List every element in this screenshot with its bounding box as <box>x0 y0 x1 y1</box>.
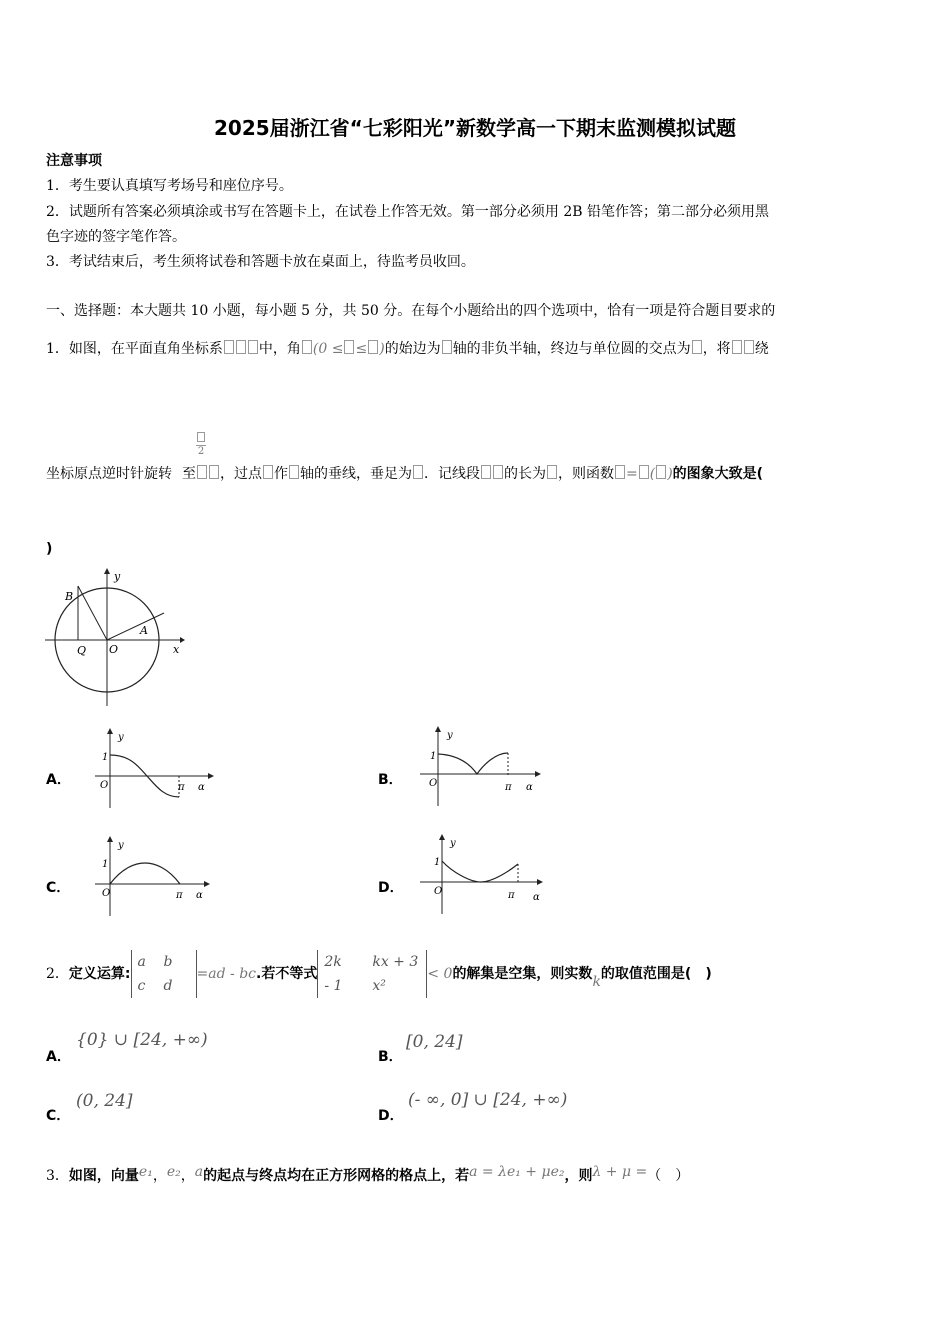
q2-option-a-label[interactable]: A． <box>46 1049 71 1065</box>
graph-label-pi: π <box>508 890 515 901</box>
graph-label-alpha: α <box>196 890 203 901</box>
math-placeholder <box>236 340 246 354</box>
math-placeholder <box>547 465 557 479</box>
graph-label-o: O <box>429 778 438 789</box>
determinant-abcd <box>131 950 197 998</box>
math-placeholder <box>615 465 625 479</box>
rotated-side-ob <box>78 586 107 640</box>
curve <box>442 861 518 882</box>
q1-text-1: 如图，在平面直角坐标系 <box>68 341 223 357</box>
graph-label-1: 1 <box>102 752 109 763</box>
page-title: 2025届浙江省“七彩阳光”新数学高一下期末监测模拟试题 <box>214 116 736 140</box>
unit-circle-figure <box>40 566 190 706</box>
graph-label-o: O <box>102 888 111 899</box>
q2-text-2: .若不等式 <box>256 966 318 982</box>
q3-text-1: 如图，向量 <box>68 1168 139 1184</box>
q1-option-a-graph[interactable] <box>90 726 220 811</box>
q2-text-3: 的解集是空集，则实数 <box>452 966 593 982</box>
math-placeholder <box>368 340 378 354</box>
fig-label-y: y <box>114 570 121 583</box>
notes-heading: 注意事项 <box>46 153 102 169</box>
q1-option-c-label[interactable]: C． <box>46 880 71 896</box>
angle-condition-close: ) <box>379 341 385 357</box>
det-cell: a <box>137 954 146 970</box>
graph-label-o: O <box>434 886 443 897</box>
q2-option-b-value[interactable]: [0, 24] <box>406 1032 463 1052</box>
axis-arrow <box>107 836 113 842</box>
q1-text-10: 作 <box>274 466 288 482</box>
q1-option-a-label[interactable]: A． <box>46 772 71 788</box>
math-placeholder <box>442 340 452 354</box>
q2-option-c-label[interactable]: C． <box>46 1108 71 1124</box>
q1-option-d-label[interactable]: D． <box>378 880 404 896</box>
q1-text-3: 的始边为 <box>384 341 441 357</box>
q1-text-8: 至 <box>182 466 196 482</box>
section-heading: 一、选择题：本大题共 10 小题，每小题 5 分，共 50 分。在每个小题给出的四个选项中，恰有一项是符合题目要求的 <box>46 303 776 319</box>
q1-text-2: 中，角 <box>258 341 301 357</box>
graph-label-y: y <box>118 840 124 851</box>
axis-arrow <box>535 771 541 777</box>
vector-a: a <box>194 1164 204 1180</box>
q1-text-11: 轴的垂线，垂足为 <box>300 466 412 482</box>
q3-text-4: （ ） <box>647 1168 690 1184</box>
q3-number: 3． <box>46 1168 69 1184</box>
q2-text-4: 的取值范围是( ) <box>600 966 712 982</box>
q1-option-b-label[interactable]: B． <box>378 772 403 788</box>
graph-label-alpha: α <box>526 782 533 793</box>
q2-option-d-label[interactable]: D． <box>378 1108 404 1124</box>
math-placeholder <box>248 340 258 354</box>
fig-label-q: Q <box>77 644 87 657</box>
vector-equation: a = λe₁ + μe₂ <box>469 1164 565 1180</box>
math-placeholder <box>481 465 491 479</box>
math-placeholder <box>289 465 299 479</box>
math-placeholder <box>224 340 234 354</box>
q2-text-1: 定义运算: <box>68 966 131 982</box>
q2-option-a-value[interactable]: {0} ∪ [24, +∞) <box>76 1030 208 1050</box>
axis-arrow <box>537 879 543 885</box>
function-paren-close: ) <box>667 466 673 482</box>
fig-label-a: A <box>140 624 148 637</box>
det-cell: d <box>163 978 173 994</box>
determinant-inequality <box>317 950 427 998</box>
graph-label-1: 1 <box>102 859 109 870</box>
q1-option-c-graph[interactable] <box>90 834 220 919</box>
q1-text-6: 绕 <box>754 341 769 357</box>
notes-item-2: 2．试题所有答案必须填涂或书写在答题卡上，在试卷上作答无效。第一部分必须用 2B 铅笔作答；第二部分必须用黑 <box>46 204 769 220</box>
graph-label-pi: π <box>178 782 185 793</box>
graph-label-y: y <box>450 838 456 849</box>
q3-text-3: ，则 <box>564 1168 593 1184</box>
q2-option-c-value[interactable]: (0, 24] <box>76 1091 133 1111</box>
q2-option-b-label[interactable]: B． <box>378 1049 403 1065</box>
math-placeholder <box>692 340 702 354</box>
math-placeholder <box>344 340 354 354</box>
fig-label-b: B <box>65 590 74 603</box>
axis-arrow <box>435 726 441 732</box>
lambda-plus-mu: λ + μ = <box>592 1164 648 1180</box>
q1-text-14: ，则函数 <box>558 466 614 482</box>
q1-close-paren: ) <box>46 541 53 557</box>
q2-number: 2． <box>46 966 69 982</box>
axis-arrow <box>208 773 214 779</box>
notes-item-3: 3．考试结束后，考生须将试卷和答题卡放在桌面上，待监考员收回。 <box>46 254 475 270</box>
math-placeholder <box>732 340 742 354</box>
math-placeholder <box>493 465 503 479</box>
math-placeholder <box>639 465 649 479</box>
math-placeholder <box>197 465 207 479</box>
q1-text-9: ，过点 <box>220 466 262 482</box>
q1-line-2 <box>46 464 763 484</box>
variable-k: k <box>592 974 601 990</box>
terminal-side-oa <box>107 613 164 640</box>
math-placeholder <box>744 340 754 354</box>
axis-arrow <box>204 881 210 887</box>
rotation-fraction <box>196 432 206 458</box>
angle-condition-open: (0 ≤ <box>312 341 344 357</box>
graph-label-alpha: α <box>198 782 205 793</box>
q2-option-d-value[interactable]: (- ∞, 0] ∪ [24, +∞) <box>408 1090 568 1110</box>
curve <box>110 863 180 884</box>
q1-text-15: 的图象大致是( <box>672 466 764 482</box>
q1-text-7: 坐标原点逆时针旋转 <box>46 466 172 482</box>
det-cell: c <box>137 978 146 994</box>
graph-label-pi: π <box>176 890 183 901</box>
q1-text-4: 轴的非负半轴，终边与单位圆的交点为 <box>452 341 691 357</box>
q1-number: 1． <box>46 341 69 357</box>
math-placeholder <box>413 465 423 479</box>
y-axis-arrow <box>104 568 110 574</box>
function-paren-open: ( <box>649 466 656 482</box>
math-placeholder <box>197 432 205 442</box>
notes-item-2-cont: 色字迹的签字笔作答。 <box>46 229 186 245</box>
fig-label-o: O <box>109 643 119 656</box>
q1-line-1 <box>46 339 769 359</box>
axis-arrow <box>439 834 445 840</box>
curve <box>438 753 508 774</box>
q3-text-2: 的起点与终点均在正方形网格的格点上，若 <box>203 1168 470 1184</box>
graph-label-y: y <box>447 730 453 741</box>
math-placeholder <box>302 340 312 354</box>
q1-option-b-graph[interactable] <box>420 724 550 809</box>
graph-label-1: 1 <box>434 857 441 868</box>
x-axis-arrow <box>180 637 185 643</box>
q1-option-d-graph[interactable] <box>420 832 550 917</box>
q3-comma-2: ， <box>180 1168 195 1184</box>
det-cell: 2k <box>324 954 342 970</box>
det-cell: - 1 <box>324 978 343 994</box>
fraction-denominator: 2 <box>197 446 205 457</box>
graph-label-y: y <box>118 732 124 743</box>
math-placeholder <box>656 465 666 479</box>
graph-label-alpha: α <box>533 892 540 903</box>
fig-label-x: x <box>173 643 180 656</box>
notes-item-1: 1．考生要认真填写考场号和座位序号。 <box>46 178 293 194</box>
det-cell: kx + 3 <box>372 954 419 970</box>
q1-text-13: 的长为 <box>504 466 546 482</box>
q1-text-5: ，将 <box>702 341 731 357</box>
q3-comma-1: ， <box>152 1168 167 1184</box>
angle-condition-le: ≤ <box>355 341 368 357</box>
vector-e2: e₂ <box>166 1164 181 1180</box>
q1-text-12: ．记线段 <box>424 466 480 482</box>
function-equals: = <box>626 466 638 482</box>
math-placeholder <box>263 465 273 479</box>
math-placeholder <box>209 465 219 479</box>
q2-line <box>46 948 712 1008</box>
det-definition-rhs: =ad - bc <box>196 966 257 982</box>
det-cell: x² <box>372 978 386 994</box>
graph-label-o: O <box>100 780 109 791</box>
graph-label-pi: π <box>505 782 512 793</box>
det-cell: b <box>163 954 173 970</box>
inequality-rhs: < 0 <box>427 966 453 982</box>
axis-arrow <box>107 728 113 734</box>
q3-line <box>46 1162 689 1186</box>
graph-label-1: 1 <box>430 751 437 762</box>
vector-e1: e₁ <box>138 1164 153 1180</box>
